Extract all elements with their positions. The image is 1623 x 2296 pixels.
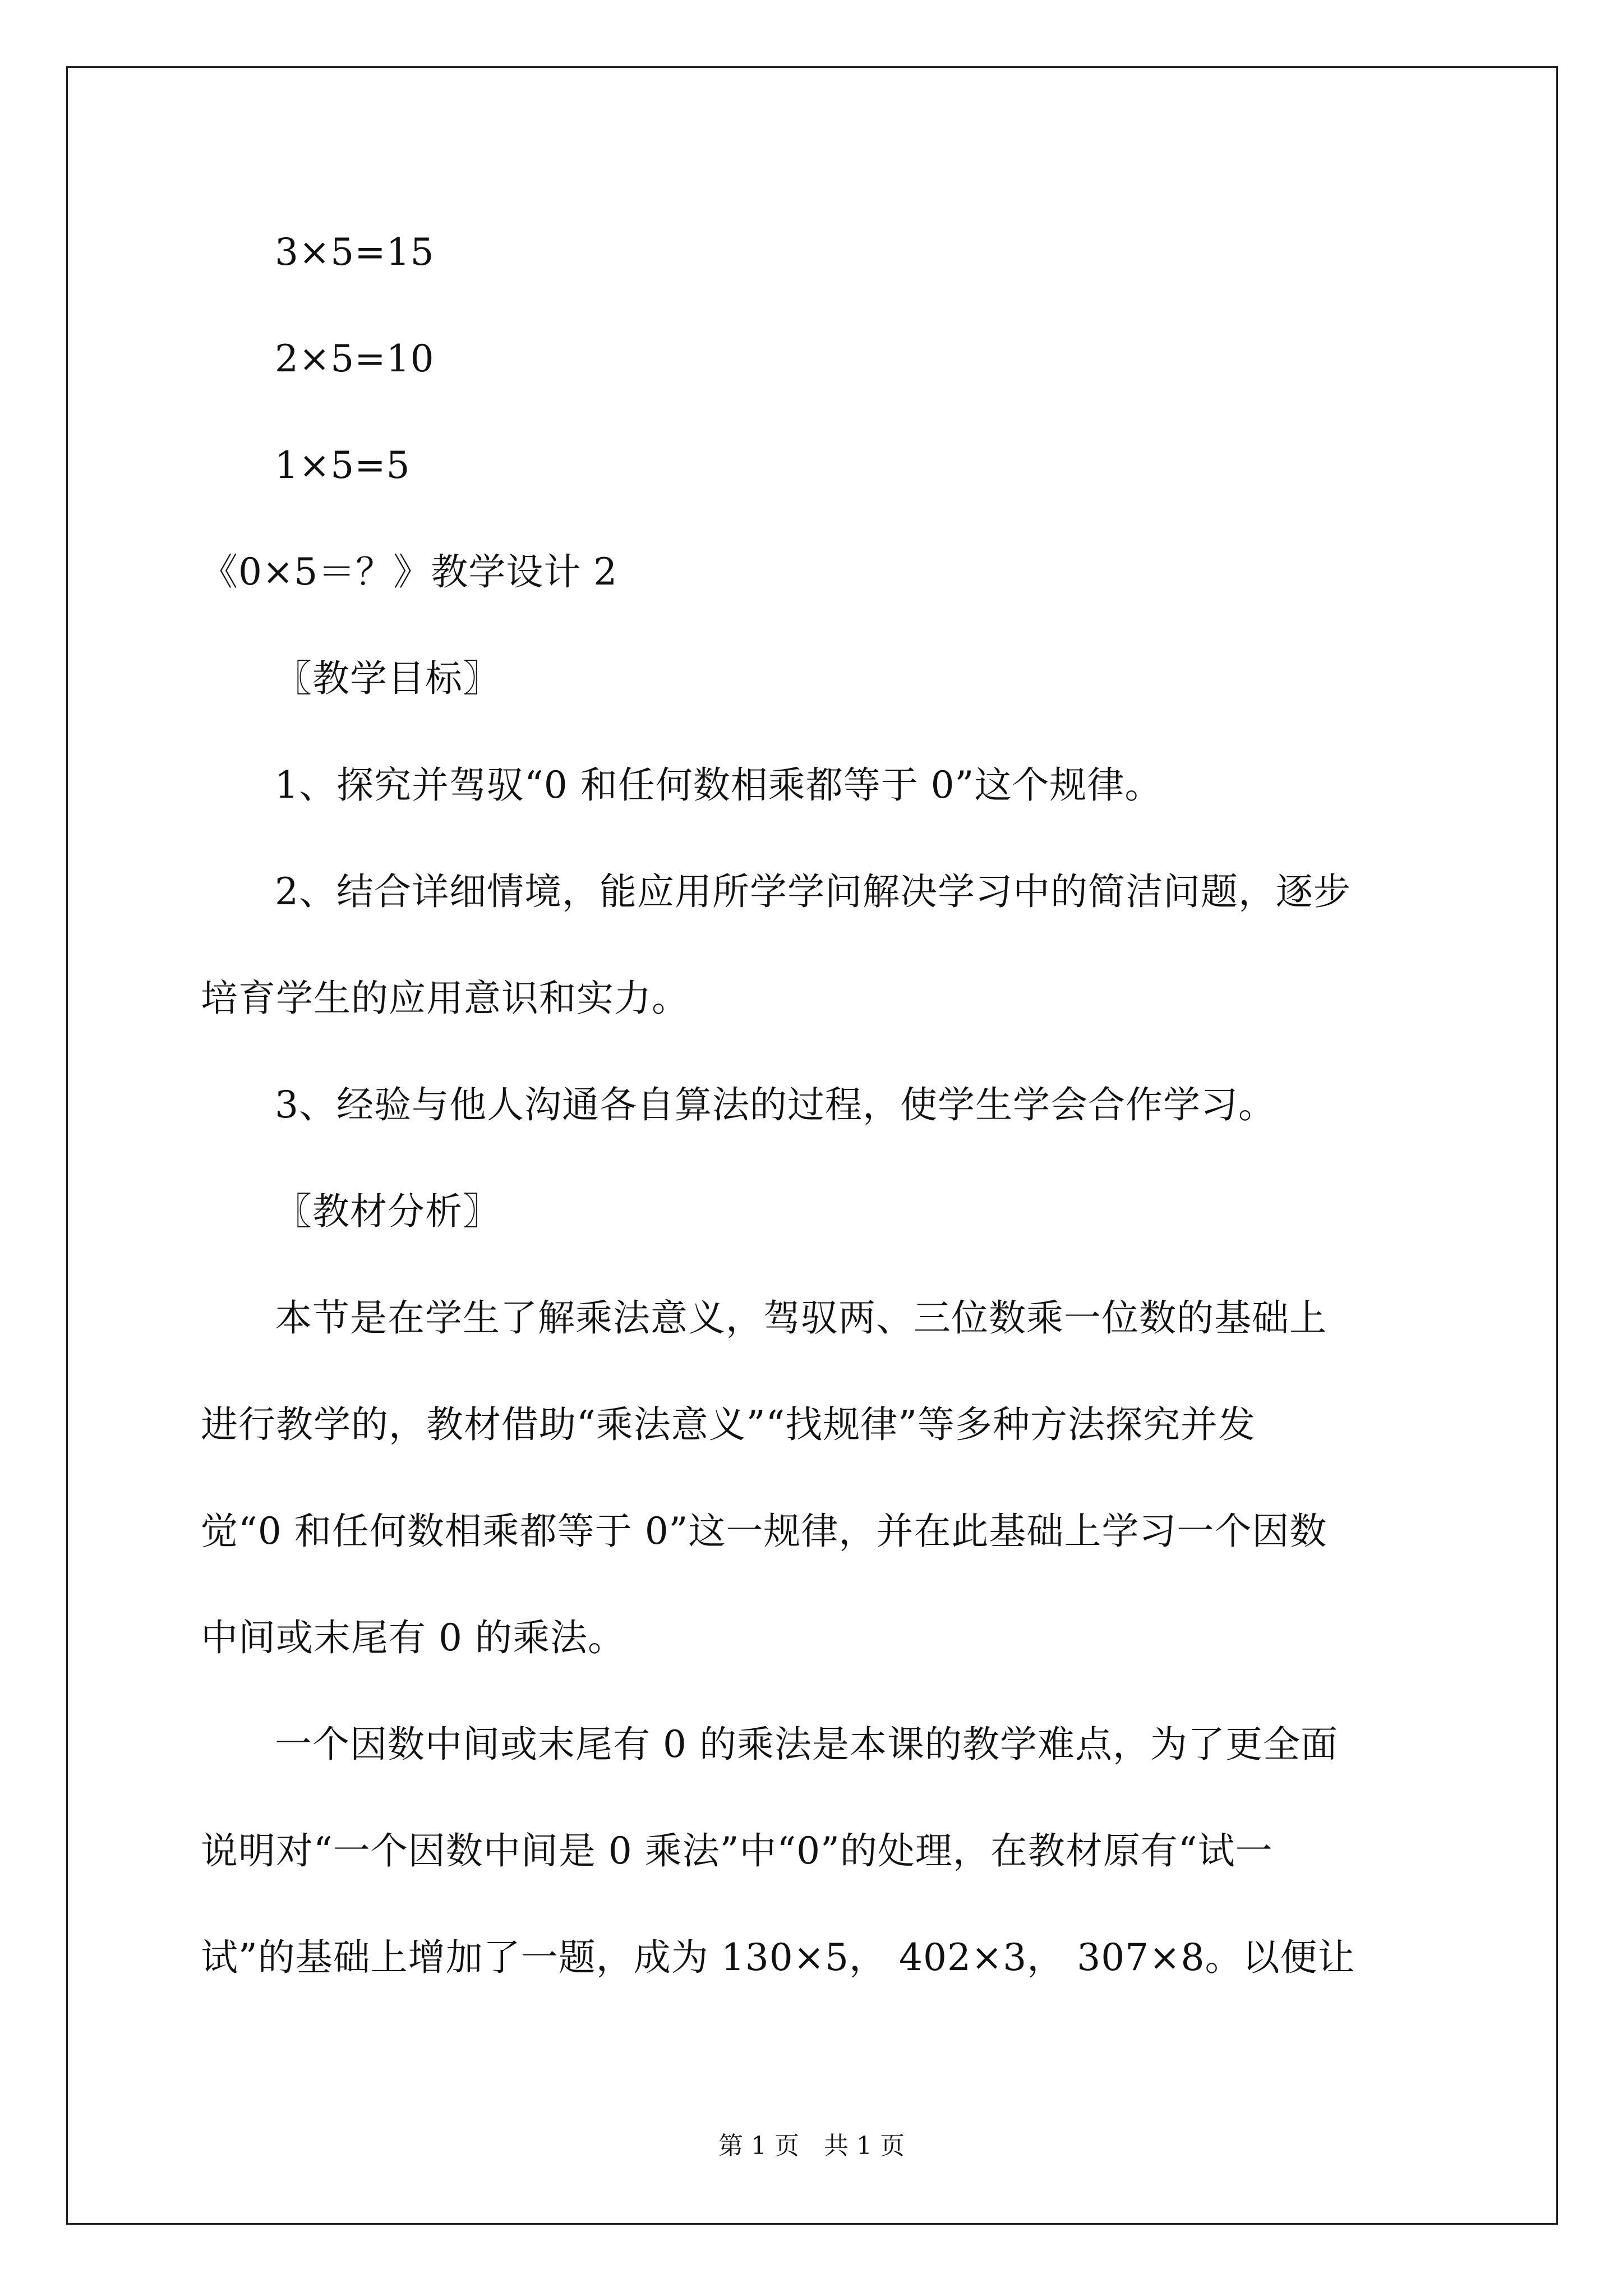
equation-line-3: 1×5=5 — [275, 444, 411, 487]
paragraph-line: 2、结合详细情境，能应用所学学问解决学习中的简洁问题，逐步 — [275, 870, 1351, 913]
heading-textbook-analysis: 〖教材分析〗 — [275, 1190, 500, 1233]
equation-line-1: 3×5=15 — [275, 231, 435, 274]
equation-line-2: 2×5=10 — [275, 337, 435, 380]
paragraph-line: 培育学生的应用意识和实力。 — [201, 977, 689, 1020]
page-border — [66, 66, 1558, 2225]
paragraph-line: 进行教学的，教材借助“乘法意义”“找规律”等多种方法探究并发 — [201, 1403, 1256, 1446]
paragraph-line: 说明对“一个因数中间是 0 乘法”中“0”的处理，在教材原有“试一 — [201, 1829, 1273, 1872]
section-title: 《0×5＝？》教学设计 2 — [201, 550, 618, 593]
paragraph-line: 3、经验与他人沟通各自算法的过程，使学生学会合作学习。 — [275, 1083, 1276, 1126]
paragraph-line: 1、探究并驾驭“0 和任何数相乘都等于 0”这个规律。 — [275, 763, 1163, 807]
paragraph-line: 试”的基础上增加了一题，成为 130×5， 402×3， 307×8。以便让 — [201, 1936, 1355, 1979]
paragraph-line: 中间或末尾有 0 的乘法。 — [201, 1616, 625, 1659]
paragraph-line: 觉“0 和任何数相乘都等于 0”这一规律，并在此基础上学习一个因数 — [201, 1510, 1327, 1553]
heading-teaching-goals: 〖教学目标〗 — [275, 657, 500, 700]
page-footer: 第 1 页 共 1 页 — [718, 2132, 905, 2160]
paragraph-line: 本节是在学生了解乘法意义，驾驭两、三位数乘一位数的基础上 — [275, 1296, 1327, 1340]
paragraph-line: 一个因数中间或末尾有 0 的乘法是本课的教学难点，为了更全面 — [275, 1723, 1338, 1766]
